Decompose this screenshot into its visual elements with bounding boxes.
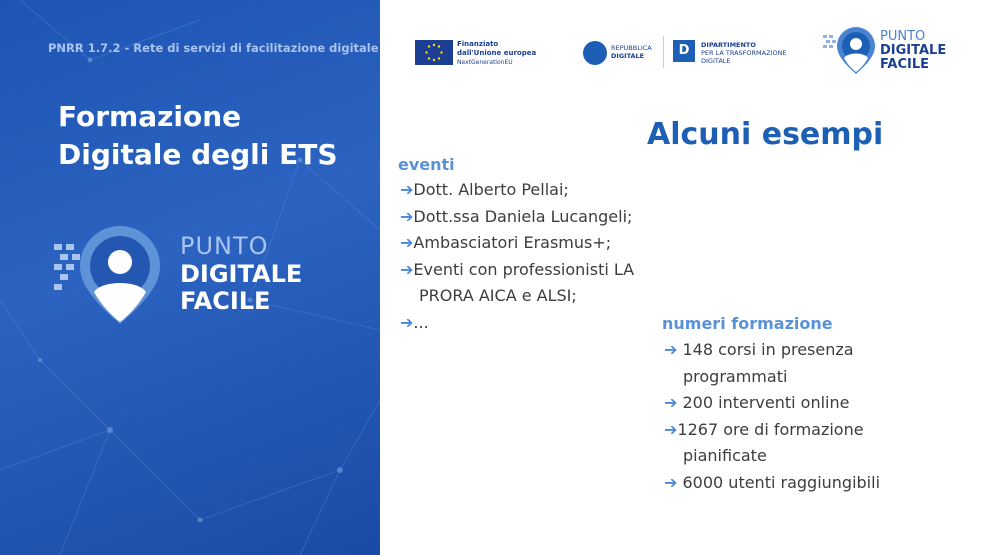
dtd-mark-icon: D	[673, 40, 695, 62]
dtd-text-line-1: DIPARTIMENTO	[701, 41, 756, 49]
arrow-icon: ➔	[400, 233, 414, 252]
list-item: ➔ 148 corsi in presenza	[664, 340, 854, 359]
logo-text-facile: FACILE	[180, 287, 271, 315]
arrow-icon: ➔	[664, 419, 678, 439]
eu-text-line-3: NextGenerationEU	[457, 59, 513, 66]
list-item-continuation: pianificate	[683, 446, 767, 465]
title-line-2: Digitale degli ETS	[58, 138, 338, 171]
dipartimento-trasformazione-digitale-logo	[673, 40, 813, 68]
punto-digitale-facile-logo	[50, 222, 330, 332]
arrow-icon: ➔	[664, 472, 678, 492]
arrow-icon: ➔	[400, 312, 414, 332]
eu-flag-icon	[415, 40, 453, 65]
list-item-continuation: programmati	[683, 366, 788, 386]
location-pin-small-icon	[822, 25, 878, 77]
left-panel	[0, 0, 380, 555]
list-item-continuation: PRORA AICA e ALSI;	[419, 286, 577, 305]
list-item: ➔Eventi con professionisti LA	[400, 259, 635, 279]
logo-divider	[663, 36, 664, 68]
small-logo-text-digitale: DIGITALE	[880, 43, 947, 58]
punto-digitale-facile-small-logo	[822, 25, 952, 77]
list-item: ➔1267 ore di formazione	[664, 419, 864, 439]
list-item: ➔Dott.ssa Daniela Lucangeli;	[400, 206, 633, 226]
arrow-icon: ➔	[400, 259, 414, 279]
events-heading: eventi	[398, 155, 455, 174]
italy-map-icon	[583, 41, 607, 65]
logo-text-digitale: DIGITALE	[180, 260, 303, 288]
arrow-icon: ➔	[400, 206, 414, 226]
eu-funding-logo	[415, 40, 575, 68]
list-item: ➔ 6000 utenti raggiungibili	[664, 472, 881, 492]
eu-text-line-2: dall'Unione europea	[457, 49, 537, 57]
list-item: ➔Dott. Alberto Pellai;	[400, 180, 569, 199]
rd-text-line-1: REPUBBLICA	[611, 44, 652, 52]
list-item: ➔...	[400, 312, 429, 332]
eu-text-line-1: Finanziato	[457, 40, 499, 48]
location-pin-icon	[50, 222, 175, 332]
training-heading: numeri formazione	[662, 314, 833, 333]
training-list	[664, 337, 880, 496]
small-logo-text-facile: FACILE	[880, 57, 929, 72]
arrow-icon: ➔	[400, 180, 414, 199]
dtd-text-line-3: DIGITALE	[701, 57, 731, 65]
list-item: ➔ 200 interventi online	[664, 393, 850, 412]
title-line-1: Formazione	[58, 100, 242, 133]
logo-text-punto: PUNTO	[180, 232, 269, 260]
list-item: ➔Ambasciatori Erasmus+;	[400, 233, 612, 252]
repubblica-digitale-logo	[583, 39, 663, 69]
program-kicker: PNRR 1.7.2 - Rete di servizi di facilitazione digitale	[48, 41, 379, 55]
arrow-icon: ➔	[664, 340, 678, 359]
small-logo-text-punto: PUNTO	[880, 29, 926, 44]
dtd-text-line-2: PER LA TRASFORMAZIONE	[701, 49, 787, 57]
section-title: Alcuni esempi	[647, 117, 884, 152]
events-list	[400, 177, 634, 336]
arrow-icon: ➔	[664, 393, 678, 412]
rd-text-line-2: DIGITALE	[611, 52, 645, 60]
page-title	[58, 98, 338, 174]
